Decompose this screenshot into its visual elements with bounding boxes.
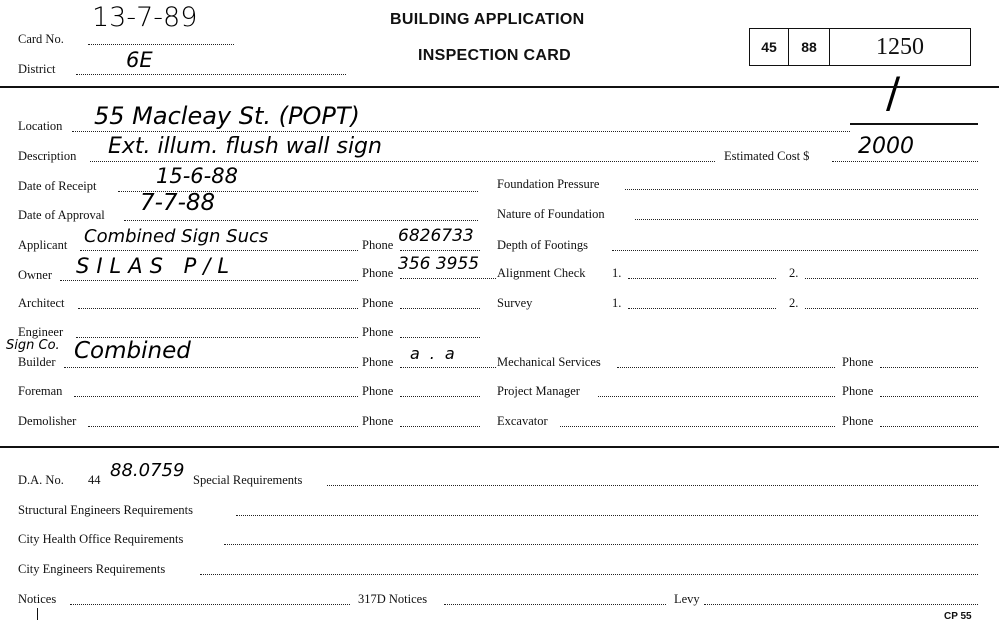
alignment-check-num1: 1. <box>612 266 622 280</box>
reference-box-3: 1250 <box>829 28 971 66</box>
owner-line <box>60 280 358 281</box>
card-no-label: Card No. <box>18 32 64 46</box>
card-no-line <box>88 44 234 45</box>
architect-phone-line <box>400 308 480 309</box>
survey-line1 <box>628 308 776 309</box>
health-requirements-line <box>224 544 978 545</box>
city-engineers-requirements-line <box>200 574 978 575</box>
notices-line <box>70 604 350 605</box>
notices-317d-label: 317D Notices <box>358 592 428 606</box>
city-engineers-requirements-label: City Engineers Requirements <box>18 562 166 576</box>
excavator-phone-label: Phone <box>842 414 874 428</box>
applicant-line <box>80 250 358 251</box>
demolisher-label: Demolisher <box>18 414 77 428</box>
description-line <box>90 161 715 162</box>
foreman-phone-label: Phone <box>362 384 394 398</box>
date-of-receipt-value: 15-6-88 <box>156 164 238 188</box>
structural-requirements-line <box>236 515 978 516</box>
alignment-check-line2 <box>805 278 978 279</box>
corner-mark: / <box>886 68 901 117</box>
card-no-value: 13-7-89 <box>92 2 198 33</box>
reference-box-2: 88 <box>788 28 830 66</box>
corner-tick <box>37 608 38 620</box>
demolisher-phone-label: Phone <box>362 414 394 428</box>
architect-label: Architect <box>18 296 65 310</box>
builder-line <box>64 367 358 368</box>
builder-phone-label: Phone <box>362 355 394 369</box>
foundation-pressure-label: Foundation Pressure <box>497 177 600 191</box>
builder-annotation: Sign Co. <box>6 338 60 353</box>
excavator-label: Excavator <box>497 414 548 428</box>
notices-label: Notices <box>18 592 57 606</box>
engineer-phone-label: Phone <box>362 325 394 339</box>
location-value: 55 Macleay St. (POPT) <box>94 102 360 130</box>
demolisher-phone-line <box>400 426 480 427</box>
estimated-cost-label: Estimated Cost $ <box>724 149 810 163</box>
alignment-check-line1 <box>628 278 776 279</box>
special-requirements-label: Special Requirements <box>193 473 303 487</box>
da-value: 88.0759 <box>110 460 185 481</box>
foreman-label: Foreman <box>18 384 63 398</box>
mechanical-services-phone-label: Phone <box>842 355 874 369</box>
special-requirements-line <box>327 485 978 486</box>
alignment-check-num2: 2. <box>789 266 799 280</box>
engineer-phone-line <box>400 337 480 338</box>
architect-line <box>78 308 358 309</box>
builder-label: Builder <box>18 355 56 369</box>
levy-line <box>704 604 978 605</box>
mechanical-services-label: Mechanical Services <box>497 355 601 369</box>
excavator-line <box>560 426 835 427</box>
top-rule <box>0 86 999 88</box>
description-label: Description <box>18 149 77 163</box>
alignment-check-label: Alignment Check <box>497 266 586 280</box>
engineer-label: Engineer <box>18 325 64 339</box>
structural-requirements-label: Structural Engineers Requirements <box>18 503 193 517</box>
district-label: District <box>18 62 56 76</box>
applicant-phone-label: Phone <box>362 238 394 252</box>
builder-phone-line <box>400 367 496 368</box>
owner-phone-line <box>400 278 496 279</box>
builder-value: Combined <box>74 338 191 364</box>
owner-value: SILAS P/L <box>76 254 237 278</box>
project-manager-phone-line <box>880 396 978 397</box>
notices-317d-line <box>444 604 666 605</box>
owner-phone-value: 356 3955 <box>398 254 480 274</box>
date-of-receipt-label: Date of Receipt <box>18 179 97 193</box>
health-requirements-label: City Health Office Requirements <box>18 532 184 546</box>
applicant-label: Applicant <box>18 238 68 252</box>
da-prefix: 44 <box>88 473 101 487</box>
survey-num1: 1. <box>612 296 622 310</box>
title-line-1: BUILDING APPLICATION <box>390 11 585 28</box>
date-of-approval-value: 7-7-88 <box>140 190 216 216</box>
owner-label: Owner <box>18 268 53 282</box>
nature-of-foundation-line <box>635 219 978 220</box>
location-end-rule <box>850 123 978 125</box>
title-line-2: INSPECTION CARD <box>418 47 571 64</box>
survey-line2 <box>805 308 978 309</box>
survey-num2: 2. <box>789 296 799 310</box>
levy-label: Levy <box>674 592 700 606</box>
reference-box-1: 45 <box>749 28 789 66</box>
middle-rule <box>0 446 999 448</box>
builder-phone-value: a.a <box>410 344 465 363</box>
location-label: Location <box>18 119 63 133</box>
foreman-phone-line <box>400 396 480 397</box>
owner-phone-label: Phone <box>362 266 394 280</box>
date-of-approval-label: Date of Approval <box>18 208 105 222</box>
estimated-cost-value: 2000 <box>858 134 914 159</box>
excavator-phone-line <box>880 426 978 427</box>
description-value: Ext. illum. flush wall sign <box>108 134 382 159</box>
form-code: CP 55 <box>944 611 972 621</box>
date-of-approval-line <box>124 220 478 221</box>
demolisher-line <box>88 426 358 427</box>
architect-phone-label: Phone <box>362 296 394 310</box>
da-no-label: D.A. No. <box>18 473 64 487</box>
nature-of-foundation-label: Nature of Foundation <box>497 207 605 221</box>
mechanical-services-phone-line <box>880 367 978 368</box>
project-manager-phone-label: Phone <box>842 384 874 398</box>
project-manager-label: Project Manager <box>497 384 580 398</box>
applicant-value: Combined Sign Sucs <box>84 226 269 247</box>
foundation-pressure-line <box>625 189 978 190</box>
applicant-phone-line <box>400 250 480 251</box>
foreman-line <box>74 396 358 397</box>
applicant-phone-value: 6826733 <box>398 226 474 246</box>
estimated-cost-line <box>832 161 978 162</box>
location-line <box>72 131 850 132</box>
district-line <box>76 74 346 75</box>
project-manager-line <box>598 396 835 397</box>
survey-label: Survey <box>497 296 533 310</box>
depth-of-footings-label: Depth of Footings <box>497 238 588 252</box>
mechanical-services-line <box>617 367 835 368</box>
depth-of-footings-line <box>612 250 978 251</box>
district-value: 6E <box>126 48 153 72</box>
